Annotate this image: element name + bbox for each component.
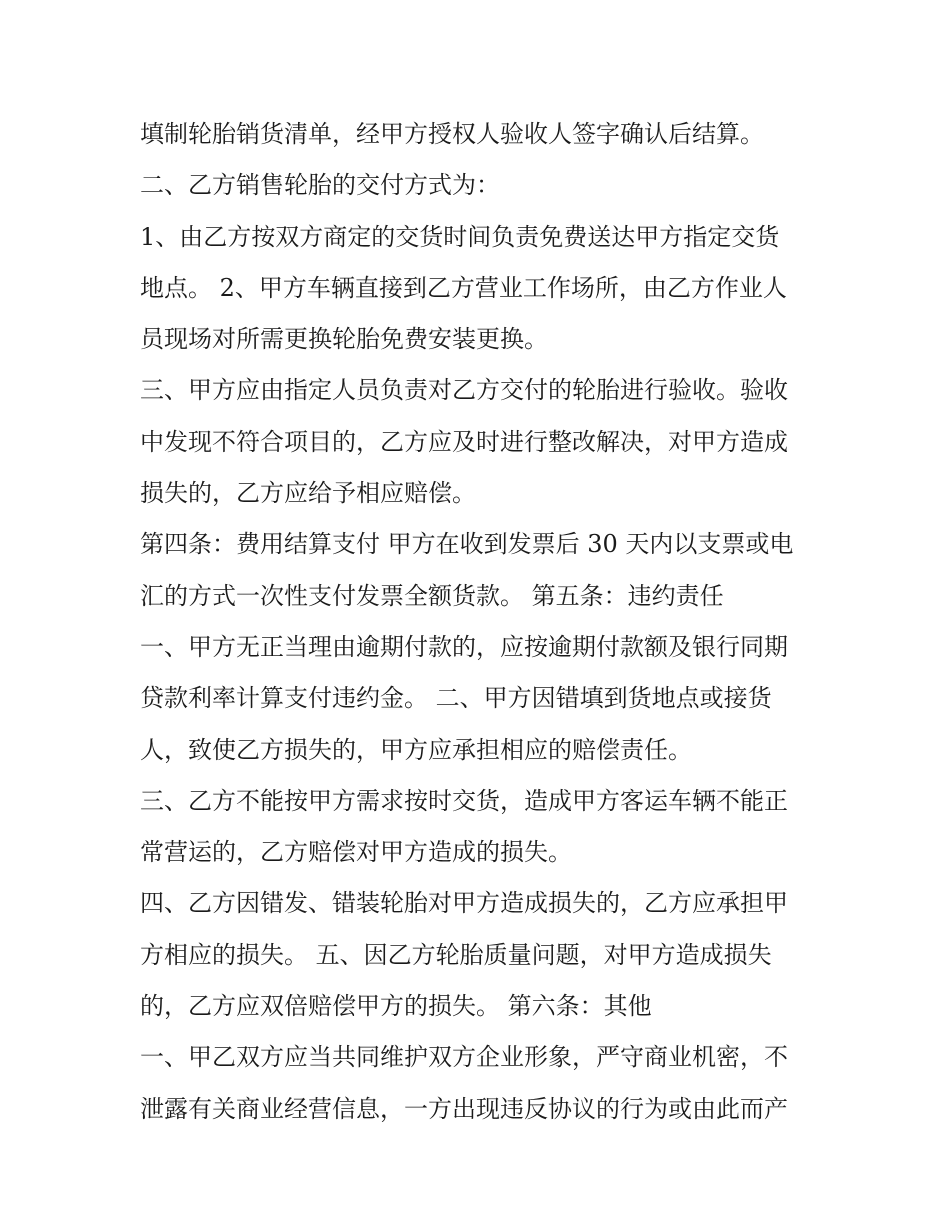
text-line: 地点。 2、甲方车辆直接到乙方营业工作场所，由乙方作业人 [140,273,787,302]
text-line: 第四条：费用结算支付 甲方在收到发票后 30 天内以支票或电 [140,530,794,559]
text-line: 员现场对所需更换轮胎免费安装更换。 [140,325,548,354]
text-line: 一、甲方无正当理由逾期付款的，应按逾期付款额及银行同期 [140,632,788,661]
text-line: 的，乙方应双倍赔偿甲方的损失。 第六条：其他 [140,992,652,1021]
contract-text [140,109,820,1135]
text-line: 中发现不符合项目的，乙方应及时进行整改解决，对甲方造成 [140,427,788,456]
text-line: 方相应的损失。 五、因乙方轮胎质量问题，对甲方造成损失 [140,940,772,969]
text-line: 填制轮胎销货清单，经甲方授权人验收人签字确认后结算。 [140,120,764,148]
text-line: 1、由乙方按双方商定的交货时间负责免费送达甲方指定交货 [140,222,780,251]
text-line: 三、乙方不能按甲方需求按时交货，造成甲方客运车辆不能正 [140,786,788,815]
text-line: 一、甲乙双方应当共同维护双方企业形象，严守商业机密，不 [140,1043,788,1072]
text-line: 泄露有关商业经营信息，一方出现违反协议的行为或由此而产 [140,1094,788,1123]
text-line: 三、甲方应由指定人员负责对乙方交付的轮胎进行验收。验收 [140,376,788,405]
text-line: 四、乙方因错发、错装轮胎对甲方造成损失的，乙方应承担甲 [140,889,788,918]
text-line: 贷款利率计算支付违约金。 二、甲方因错填到货地点或接货 [140,684,772,713]
text-line: 常营运的，乙方赔偿对甲方造成的损失。 [140,838,572,867]
text-line: 二、乙方销售轮胎的交付方式为： [140,171,500,200]
text-line: 人，致使乙方损失的，甲方应承担相应的赔偿责任。 [140,735,692,764]
text-line: 损失的，乙方应给予相应赔偿。 [140,479,476,508]
text-line: 汇的方式一次性支付发票全额货款。 第五条：违约责任 [140,581,724,610]
